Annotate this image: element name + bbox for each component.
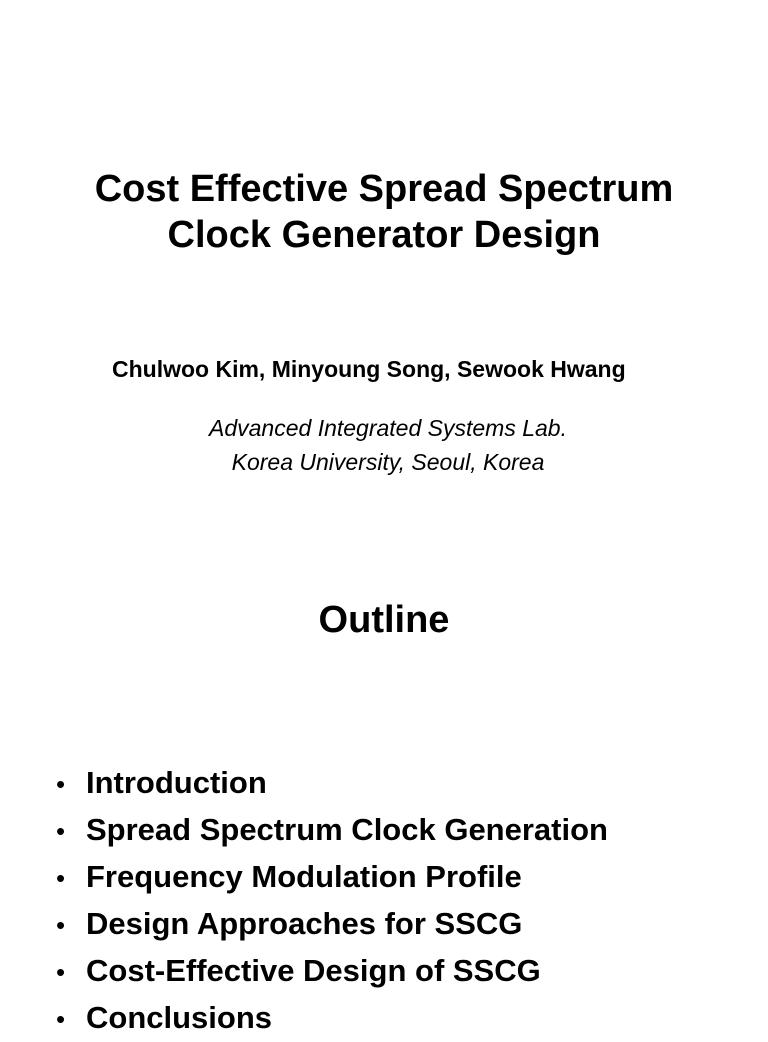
list-item-label: Conclusions [86,1000,273,1035]
affiliation-line-2: Korea University, Seoul, Korea [231,449,545,475]
list-item-label: Cost-Effective Design of SSCG [86,953,541,988]
list-item-label: Spread Spectrum Clock Generation [86,812,608,847]
bullet-icon: • [56,1004,66,1034]
list-item-label: Design Approaches for SSCG [86,906,523,941]
list-item [56,901,608,948]
bullet-icon: • [56,863,66,893]
list-item-label: Introduction [86,765,267,800]
list-item [56,807,608,854]
list-item-label: Frequency Modulation Profile [86,859,522,894]
title-line-1: Cost Effective Spread Spectrum [94,168,674,210]
affiliation-line-1: Advanced Integrated Systems Lab. [209,415,567,441]
bullet-icon: • [56,957,66,987]
authors-line: Chulwoo Kim, Minyoung Song, Sewook Hwang [112,356,626,382]
bullet-icon: • [56,769,66,799]
list-item [56,854,608,901]
bullet-icon: • [56,816,66,846]
outline-list [56,760,608,1042]
bullet-icon: • [56,910,66,940]
list-item [56,995,608,1042]
list-item [56,948,608,995]
title-line-2: Clock Generator Design [167,214,601,256]
list-item [56,760,608,807]
outline-heading: Outline [318,599,450,641]
